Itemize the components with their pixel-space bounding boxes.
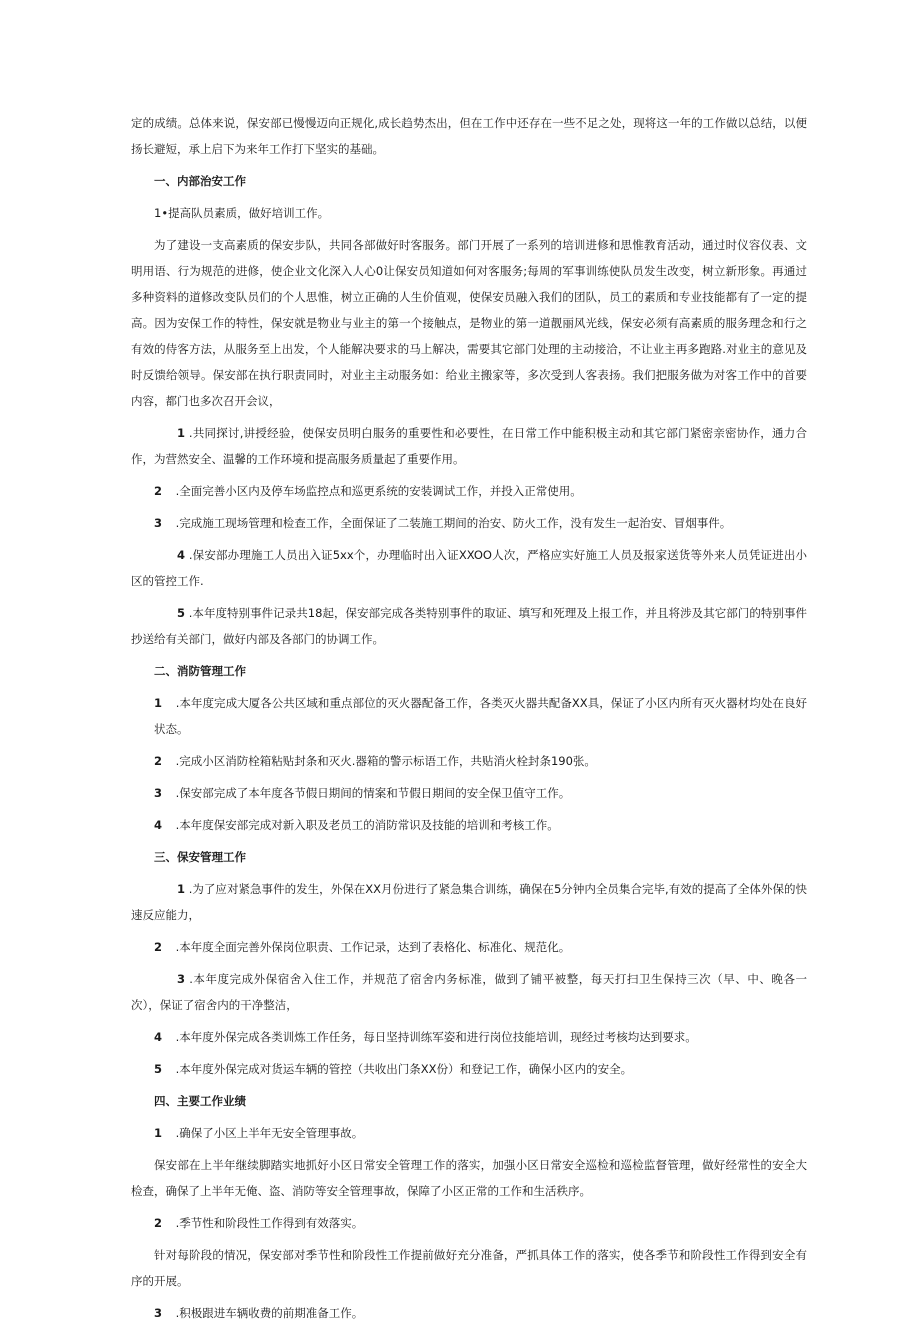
item-number: 5 <box>177 606 186 620</box>
item-text: .确保了小区上半年无安全管理事故。 <box>175 1126 364 1140</box>
item-number: 3 <box>177 972 186 986</box>
item-text: .保安部完成了本年度各节假日期间的情案和节假日期间的安全保卫值守工作。 <box>175 786 571 800</box>
list-item <box>131 1120 807 1146</box>
section-heading-fire-management: 二、消防管理工作 <box>154 664 246 678</box>
list-item <box>131 1300 807 1326</box>
item-text: .本年度保安部完成对新入职及老员工的消防常识及技能的培训和考核工作。 <box>175 818 559 832</box>
item-number: 5 <box>154 1062 163 1076</box>
list-item <box>131 478 807 504</box>
list-item <box>131 812 807 838</box>
item-text: .本年度全面完善外保岗位职责、工作记录，达到了表格化、标准化、规范化。 <box>175 940 571 954</box>
achievement-paragraph: 针对每阶段的情况，保安部对季节性和阶段性工作提前做好充分准备，严抓具体工作的落实，使各季节和阶段性工作得到安全有序的开展。 <box>131 1248 807 1288</box>
item-number: 1 <box>154 1126 163 1140</box>
list-item <box>131 600 807 652</box>
item-text: .本年度完成大厦各公共区域和重点部位的灭火器配备工作，各类灭火器共配备XX具，保证了小区内所有灭火器材均处在良好状态。 <box>154 696 808 736</box>
item-number: 1 <box>177 882 186 896</box>
training-paragraph: 为了建设一支高素质的保安步队，共同各部做好时客服务。部门开展了一系列的培训进修和思惟教育活动，通过时仪容仪表、文明用语、行为规范的进修，使企业文化深入人心0让保安员知道如何对客服务;每周的军事训练使队员发生改变，树立新形象。再通过多种资料的道修改变队员们的个人思惟，树立正确的人生价值观，使保安员融入我们的团队，员工的素质和专业技能都有了一定的提高。因为安保工作的特性，保安就是物业与业主的第一个接触点，是物业的第一道靓丽风光线，保安必须有高素质的服务理念和行之有效的侍客方法，从服务至上出发，个人能解决要求的马上解决，需要其它部门处理的主动接洽，不让业主再多跑路.对业主的意见及时反馈给领导。保安部在执行职责同时，对业主主动服务如：给业主搬家等，多次受到人客表扬。我们把服务做为对客工作中的首要内容，都门也多次召开会议， <box>131 238 807 408</box>
item-text: .本年度外保完成各类训炼工作任务，每日坚持训练军姿和进行岗位技能培训，现经过考核均达到要求。 <box>175 1030 697 1044</box>
item-text: .完成小区消防栓箱粘贴封条和灭火.器箱的警示标语工作，共贴消火栓封条190张。 <box>175 754 596 768</box>
item-number: 3 <box>154 1306 163 1320</box>
list-item <box>131 934 807 960</box>
item-text: .本年度特别事件记录共18起，保安部完成各类特别事件的取证、填写和死理及上报工作，并且将涉及其它部门的特别事件抄送给有关部门，做好内部及各部门的协调工作。 <box>131 606 807 646</box>
list-item <box>131 510 807 536</box>
item-text: .季节性和阶段性工作得到有效落实。 <box>175 1216 364 1230</box>
list-item <box>131 966 807 1018</box>
section-heading-internal-security: 一、内部治安工作 <box>154 174 246 188</box>
list-item <box>131 1056 807 1082</box>
item-number: 1 <box>154 696 163 710</box>
item-text: .积极跟进车辆收费的前期准备工作。 <box>175 1306 364 1320</box>
list-item <box>131 876 807 928</box>
item-number: 2 <box>154 940 163 954</box>
item-number: 2 <box>154 754 163 768</box>
achievement-paragraph: 保安部在上半年继续脚踏实地抓好小区日常安全管理工作的落实，加强小区日常安全巡检和巡检监督管理，做好经常性的安全大检查，确保了上半年无俺、盗、消防等安全管理事故，保障了小区正常的工作和生活秩序。 <box>131 1158 807 1198</box>
list-item <box>131 1210 807 1236</box>
item-number: 4 <box>154 1030 163 1044</box>
item-number: 4 <box>154 818 163 832</box>
list-item <box>131 1024 807 1050</box>
subheading-training: 1•提高队员素质，做好培训工作。 <box>154 206 330 220</box>
section-heading-security-management: 三、保安管理工作 <box>154 850 246 864</box>
document-page <box>131 110 807 1332</box>
item-text: .本年度完成外保宿舍入住工作，并规范了宿舍内务标准，做到了铺平被整，每天打扫卫生保持三次（早、中、晚各一次），保证了宿舍内的干净整洁， <box>131 972 807 1012</box>
item-text: .全面完善小区内及停车场监控点和巡更系统的安装调试工作，并投入正常使用。 <box>175 484 582 498</box>
item-text: .共同探讨,讲授经验，使保安员明白服务的重要性和必要性，在日常工作中能积极主动和其它部门紧密亲密协作，通力合作，为营然安全、温馨的工作环境和提高服务质量起了重要作用。 <box>131 426 808 466</box>
item-number: 1 <box>177 426 186 440</box>
list-item <box>131 780 807 806</box>
section-heading-achievements: 四、主要工作业绩 <box>154 1094 246 1108</box>
item-text: .完成施工现场管理和检查工作，全面保证了二装施工期间的治安、防火工作，没有发生一起治安、冒烟事件。 <box>175 516 732 530</box>
item-text: .保安部办理施工人员出入证5xx个，办理临时出入证XXOO人次，严格应实好施工人员及报家送货等外来人员凭证进出小区的管控工作. <box>131 548 808 588</box>
item-number: 2 <box>154 1216 163 1230</box>
list-item <box>131 420 807 472</box>
list-item <box>131 690 807 742</box>
item-number: 2 <box>154 484 163 498</box>
item-text: .本年度外保完成对货运车辆的管控（共收出门条XX份）和登记工作，确保小区内的安全。 <box>175 1062 633 1076</box>
list-item <box>131 542 807 594</box>
item-text: .为了应对紧急事件的发生，外保在XX月份进行了紧急集合训练，确保在5分钟内全员集合完毕,有效的提高了全体外保的快速反应能力， <box>131 882 807 922</box>
list-item <box>131 748 807 774</box>
intro-paragraph: 定的成绩。总体来说，保安部已慢慢迈向正规化,成长趋势杰出，但在工作中还存在一些不足之处，现将这一年的工作做以总结，以便扬长避短，承上启下为来年工作打下坚实的基础。 <box>131 116 807 156</box>
item-number: 3 <box>154 786 163 800</box>
item-number: 4 <box>177 548 186 562</box>
item-number: 3 <box>154 516 163 530</box>
